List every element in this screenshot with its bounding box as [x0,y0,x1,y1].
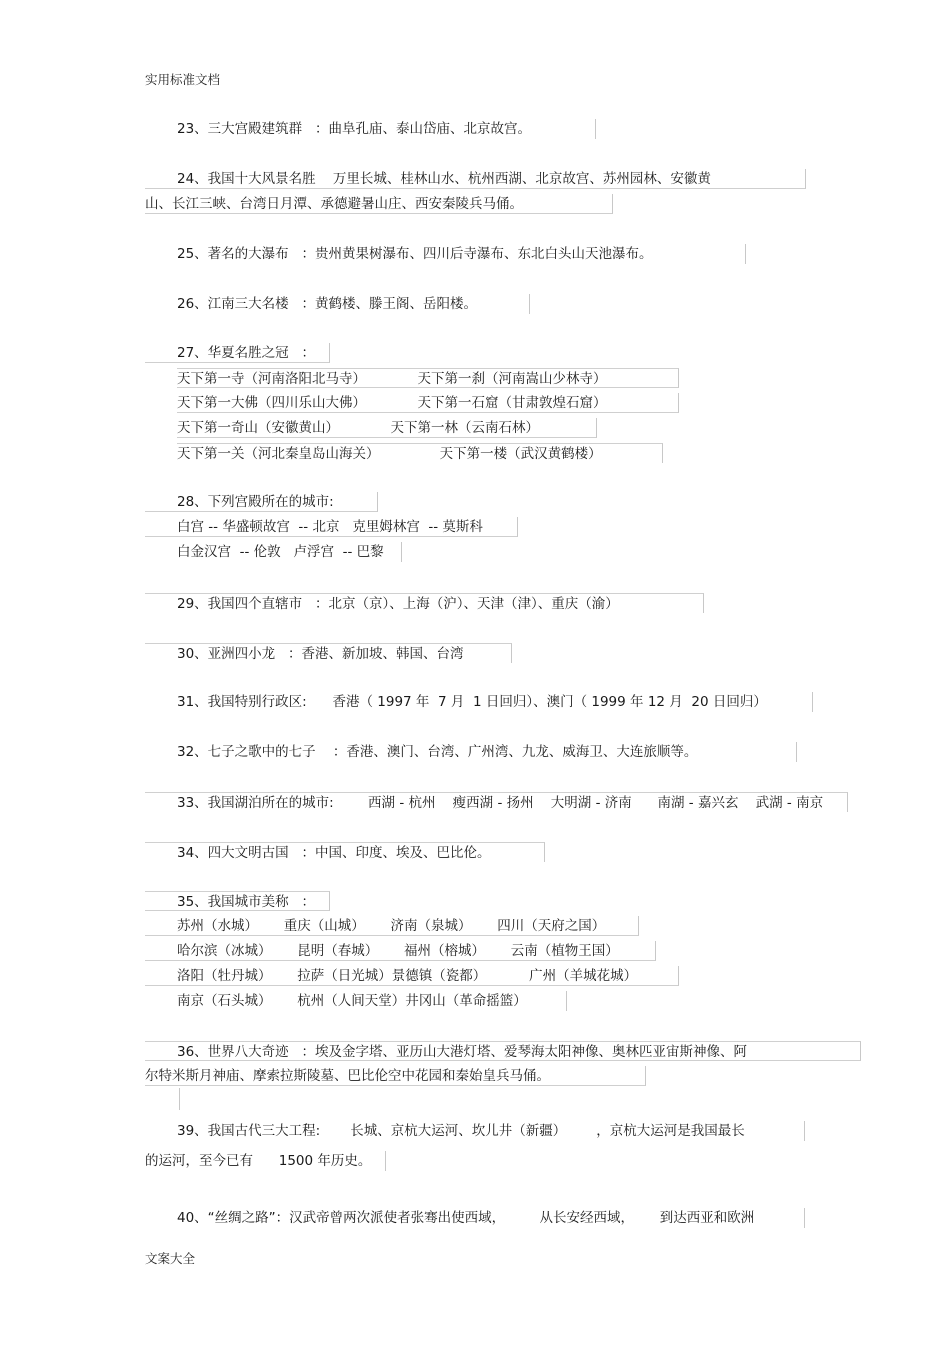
item-28-title: 28、下列宫殿所在的城市: [145,492,378,512]
item-34: 34、四大文明古国 ：中国、印度、埃及、巴比伦。 [145,842,545,862]
page-header: 实用标准文档 [145,72,221,87]
item-35-title: 35、我国城市美称 ： [145,891,330,911]
item-23: 23、三大宫殿建筑群 ：曲阜孔庙、泰山岱庙、北京故宫。 [177,119,596,139]
item-40: 40、“丝绸之路”：汉武帝曾两次派使者张骞出使西域， 从长安经西域， 到达西亚和欧洲 [177,1208,805,1228]
separator-mark [179,1088,180,1110]
item-26: 26、江南三大名楼 ：黄鹤楼、滕王阁、岳阳楼。 [177,294,530,314]
item-27-row3: 天下第一奇山（安徽黄山） 天下第一林（云南石林） [177,418,597,438]
item-28-row1: 白宫 -- 华盛顿故宫 -- 北京 克里姆林宫 -- 莫斯科 [145,517,518,537]
item-24-line1: 24、我国十大风景名胜 万里长城、桂林山水、杭州西湖、北京故宫、苏州园林、安徽黄 [145,169,806,189]
item-27-row2: 天下第一大佛（四川乐山大佛） 天下第一石窟（甘肃敦煌石窟） [177,393,679,413]
item-28-row2: 白金汉宫 -- 伦敦 卢浮宫 -- 巴黎 [177,542,402,562]
item-35-row3: 洛阳（牡丹城） 拉萨（日光城）景德镇（瓷都） 广州（羊城花城） [145,966,679,986]
item-36-line2: 尔特米斯月神庙、摩索拉斯陵墓、巴比伦空中花园和秦始皇兵马俑。 [145,1066,646,1086]
item-27-row1: 天下第一寺（河南洛阳北马寺） 天下第一刹（河南嵩山少林寺） [177,368,679,388]
item-39-line1: 39、我国古代三大工程: 长城、京杭大运河、坎儿井（新疆） ，京杭大运河是我国最长 [177,1121,805,1141]
item-35-row4: 南京（石头城） 杭州（人间天堂）井冈山（革命摇篮） [177,991,567,1011]
item-31: 31、我国特别行政区: 香港（ 1997 年 7 月 1 日回归）、澳门（ 1999 年 12 月 20 日回归） [177,692,813,712]
item-39-line2: 的运河，至今已有 1500 年历史。 [145,1151,386,1171]
item-29: 29、我国四个直辖市 ：北京（京）、上海（沪）、天津（津）、重庆（渝） [145,593,704,613]
page-footer: 文案大全 [145,1251,196,1266]
item-27-title: 27、华夏名胜之冠 ： [145,343,330,363]
item-32: 32、七子之歌中的七子 ：香港、澳门、台湾、广州湾、九龙、威海卫、大连旅顺等。 [177,742,797,762]
item-33: 33、我国湖泊所在的城市: 西湖 - 杭州 瘦西湖 - 扬州 大明湖 - 济南 南湖 - 嘉兴玄 武湖 - 南京 [145,792,848,812]
item-36-line1: 36、世界八大奇迹 ：埃及金字塔、亚历山大港灯塔、爱琴海太阳神像、奥林匹亚宙斯神像、阿 [145,1041,861,1061]
item-25: 25、著名的大瀑布 ：贵州黄果树瀑布、四川后寺瀑布、东北白头山天池瀑布。 [177,244,746,264]
item-35-row2: 哈尔滨（冰城） 昆明（春城） 福州（榕城） 云南（植物王国） [145,941,656,961]
item-27-row4: 天下第一关（河北秦皇岛山海关） 天下第一楼（武汉黄鹤楼） [177,443,663,463]
item-35-row1: 苏州（水城） 重庆（山城） 济南（泉城） 四川（天府之国） [145,916,639,936]
item-24-line2: 山、长江三峡、台湾日月潭、承德避暑山庄、西安秦陵兵马俑。 [145,194,613,214]
item-30: 30、亚洲四小龙 ：香港、新加坡、韩国、台湾 [145,643,512,663]
